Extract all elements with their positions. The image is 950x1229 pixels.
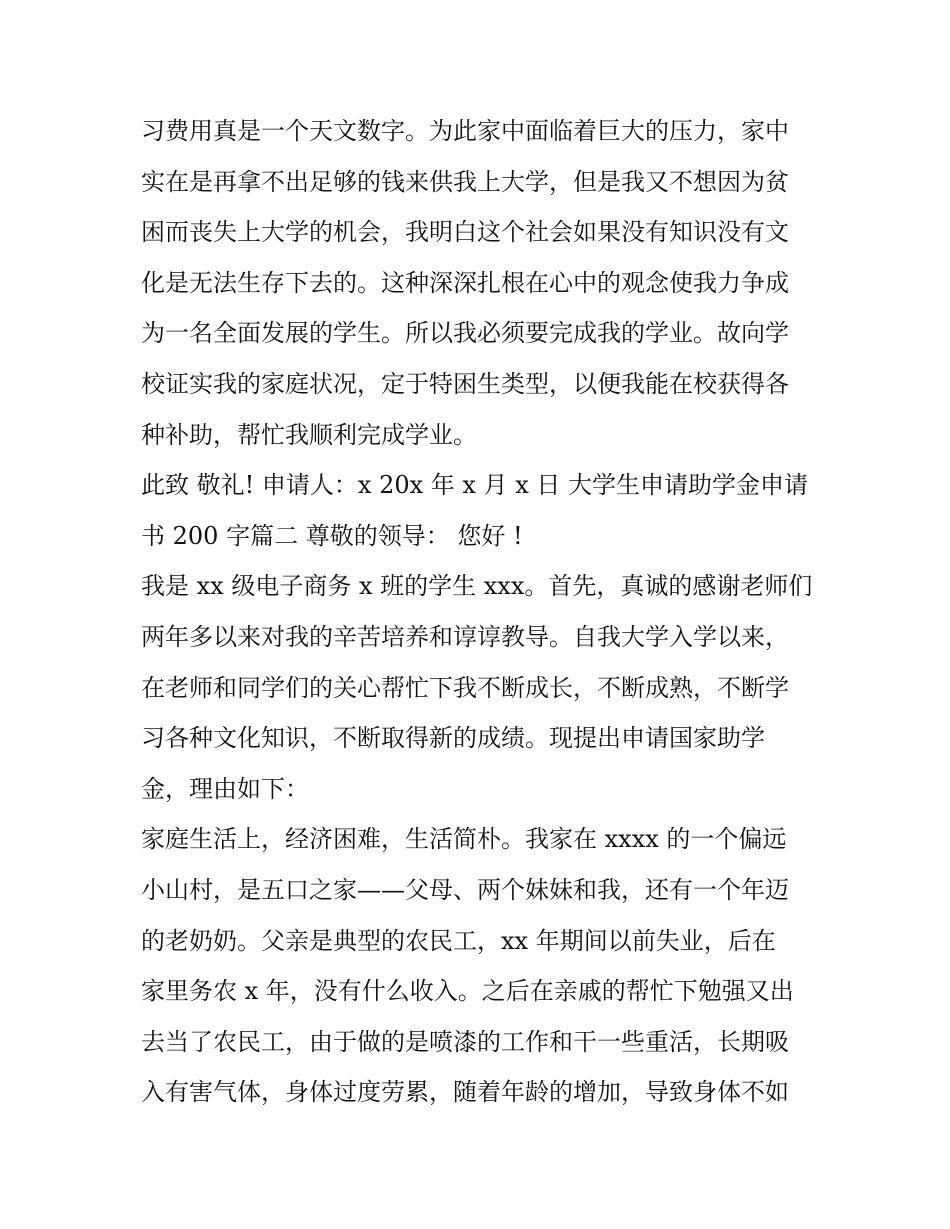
text-line: 困而丧失上大学的机会，我明白这个社会如果没有知识没有文: [141, 218, 789, 247]
text-line: 实在是再拿不出足够的钱来供我上大学，但是我又不想因为贫: [141, 167, 789, 196]
text-line: 去当了农民工，由于做的是喷漆的工作和干一些重活，长期吸: [141, 1027, 789, 1056]
text-line: 小山村，是五口之家——父母、两个妹妹和我，还有一个年迈: [141, 875, 789, 904]
text-line: 在老师和同学们的关心帮忙下我不断成长，不断成熟，不断学: [141, 673, 789, 702]
text-line: 为一名全面发展的学生。所以我必须要完成我的学业。故向学: [141, 319, 789, 348]
text-line: 的老奶奶。父亲是典型的农民工，xx 年期间以前失业，后在: [141, 926, 776, 955]
text-line: 习费用真是一个天文数字。为此家中面临着巨大的压力，家中: [141, 117, 789, 145]
text-line: 习各种文化知识，不断取得新的成绩。现提出申请国家助学: [141, 724, 765, 753]
text-line: 我是 xx 级电子商务 x 班的学生 xxx。首先，真诚的感谢老师们: [141, 572, 813, 601]
text-line: 校证实我的家庭状况，定于特困生类型，以便我能在校获得各: [141, 369, 789, 398]
text-line: 此致 敬礼! 申请人：x 20x 年 x 月 x 日 大学生申请助学金申请: [141, 471, 808, 500]
text-line: 入有害气体，身体过度劳累，随着年龄的增加，导致身体不如: [141, 1078, 789, 1107]
text-line: 金，理由如下：: [141, 774, 309, 803]
text-line: 家庭生活上，经济困难，生活简朴。我家在 xxxx 的一个偏远: [141, 825, 787, 854]
text-line: 种补助，帮忙我顺利完成学业。: [141, 420, 477, 449]
text-line: 书 200 字篇二 尊敬的领导： 您好 !: [141, 521, 523, 550]
text-line: 家里务农 x 年，没有什么收入。之后在亲戚的帮忙下勉强又出: [141, 977, 794, 1006]
document-text-body: [141, 106, 821, 1118]
text-line: 化是无法生存下去的。这种深深扎根在心中的观念使我力争成: [141, 268, 789, 297]
text-line: 两年多以来对我的辛苦培养和谆谆教导。自我大学入学以来，: [141, 622, 789, 651]
